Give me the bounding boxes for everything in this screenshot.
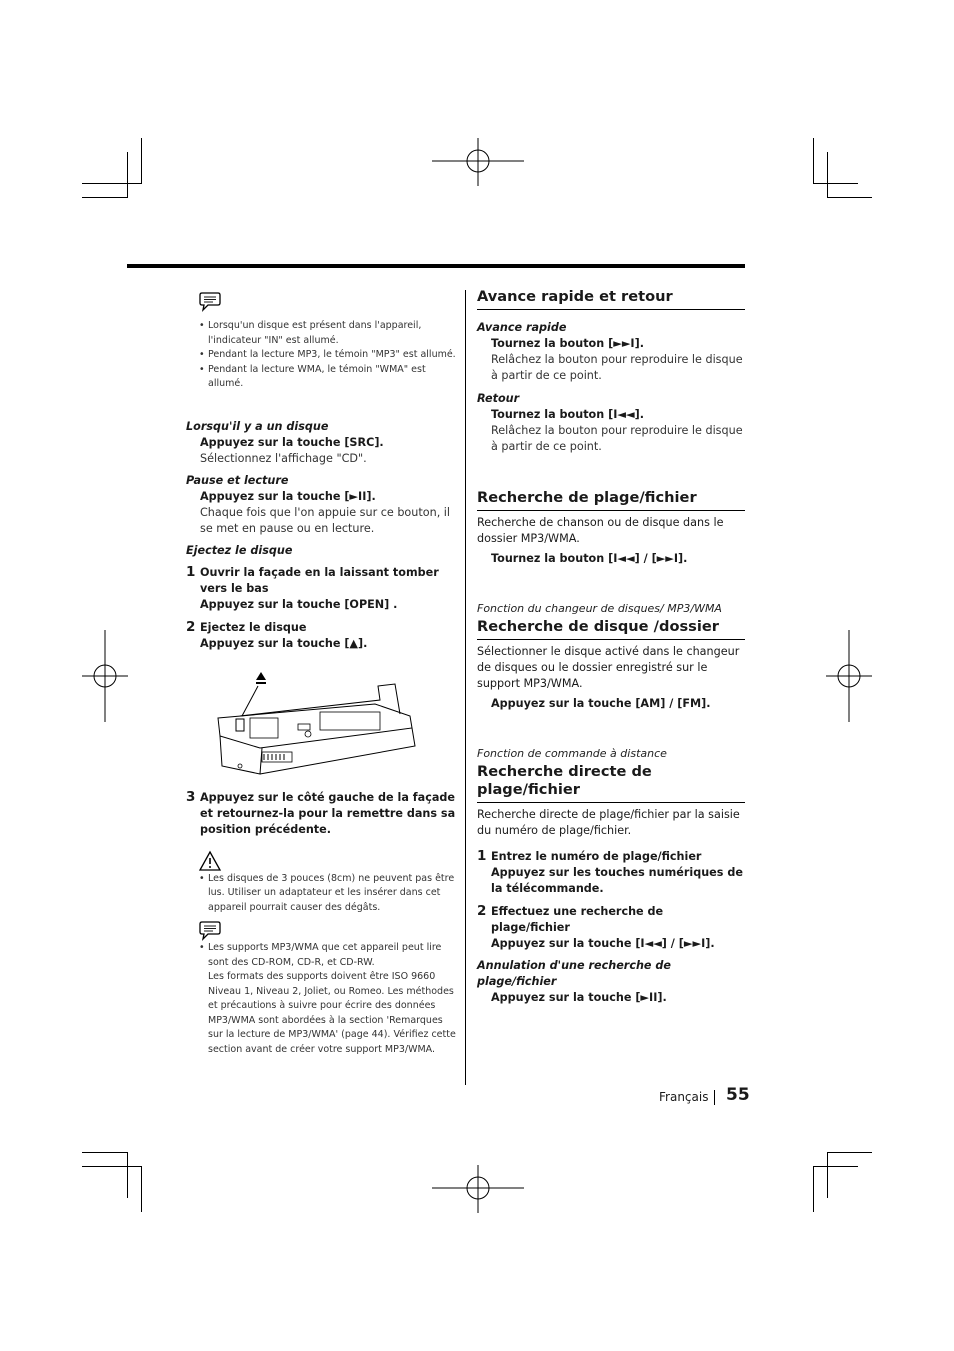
notes-list-2 (186, 941, 458, 1057)
step-1 (477, 849, 745, 897)
section-heading-track-search: Recherche de plage/fichier (477, 489, 745, 511)
step-2 (477, 904, 745, 952)
subheading-eject: Ejectez le disque (186, 543, 293, 557)
memo-speech-bubble-icon (198, 919, 222, 941)
column-divider (465, 290, 466, 1085)
instruction-note: Relâchez la bouton pour reproduire le disque à partir de ce point. (491, 424, 743, 453)
instruction: Tournez la bouton [►►I]. (491, 337, 644, 350)
left-column (186, 288, 458, 1057)
step-2 (186, 620, 458, 652)
instruction: Appuyez sur la touche [SRC]. (200, 435, 384, 449)
instruction: Appuyez sur la touche [►II]. (491, 991, 667, 1004)
instruction-note: Sélectionnez l'affichage "CD". (200, 451, 367, 465)
note-item: • Les supports MP3/WMA que cet appareil peut lire sont des CD-ROM, CD-R, et CD-RW. Les formats des supports doivent être ISO 9660 Niveau 1, Niveau 2, Joliet, ou Romeo. Les méthodes et précautions à suivre pour écrire des données MP3/WMA sont abordées à la section 'Remarques sur la lecture de MP3/WMA' (page 44). Vérifiez cette section avant de créer votre support MP3/WMA. (186, 941, 458, 1057)
step-number: 1 (186, 563, 196, 580)
section-label: Fonction de commande à distance (477, 747, 667, 760)
instruction: Tournez la bouton [I◄◄] / [►►I]. (491, 552, 688, 565)
caution-list (186, 872, 458, 916)
instruction: Appuyez sur la touche [AM] / [FM]. (491, 697, 711, 710)
faceplate-eject-illustration (200, 656, 420, 776)
memo-speech-bubble-icon (198, 290, 222, 312)
step-title: Ejectez le disque (200, 620, 307, 634)
step-number: 2 (477, 903, 487, 919)
step-instruction: Appuyez sur la touche [I◄◄] / [►►I]. (491, 937, 715, 950)
step-number: 3 (186, 788, 196, 805)
section-description: Sélectionner le disque activé dans le changeur de disques ou le dossier enregistré sur le support MP3/WMA. (477, 645, 740, 690)
footer-language: Français (659, 1090, 709, 1104)
step-instruction: Appuyez sur la touche [OPEN] . (200, 597, 398, 611)
notes-list (186, 319, 458, 392)
step-instruction: Appuyez sur les touches numériques de la télécommande. (491, 866, 743, 895)
step-3 (186, 790, 458, 838)
caution-item: • Les disques de 3 pouces (8cm) ne peuvent pas être lus. Utiliser un adaptateur et les insérer dans cet appareil pourrait causer des dégâts. (186, 872, 458, 916)
registration-mark-top (432, 138, 524, 186)
subheading-cancel-search: Annulation d'une recherche de plage/fichier (477, 959, 671, 988)
section-description: Recherche directe de plage/fichier par la saisie du numéro de plage/fichier. (477, 808, 740, 837)
section-heading-direct-search: Recherche directe de plage/fichier (477, 763, 745, 803)
subheading-rewind: Retour (477, 392, 520, 405)
right-column (477, 288, 745, 1006)
step-number: 1 (477, 848, 487, 864)
subheading-fast-forward: Avance rapide (477, 321, 567, 334)
section-label: Fonction du changeur de disques/ MP3/WMA (477, 602, 722, 615)
note-item: • Pendant la lecture MP3, le témoin "MP3" est allumé. (186, 348, 458, 363)
header-rule (127, 264, 745, 268)
instruction: Tournez la bouton [I◄◄]. (491, 408, 644, 421)
registration-mark-right (826, 630, 872, 722)
registration-mark-left (82, 630, 128, 722)
subheading-pause-play: Pause et lecture (186, 473, 289, 487)
step-instruction: Appuyez sur la touche [▲]. (200, 636, 368, 650)
instruction: Appuyez sur la touche [►II]. (200, 489, 376, 503)
note-item: • Lorsqu'un disque est présent dans l'appareil, l'indicateur "IN" est allumé. (186, 319, 458, 348)
section-heading-disc-search: Recherche de disque /dossier (477, 618, 745, 640)
step-title: Ouvrir la façade en la laissant tomber vers le bas (200, 565, 439, 595)
subheading-disc-present: Lorsqu'il y a un disque (186, 419, 329, 433)
step-number: 2 (186, 618, 196, 635)
step-title: Appuyez sur le côté gauche de la façade et retournez-la pour la remettre dans sa position précédente. (200, 790, 456, 836)
instruction-note: Chaque fois que l'on appuie sur ce bouton, il se met en pause ou en lecture. (200, 505, 451, 535)
step-1 (186, 565, 458, 613)
step-title: Entrez le numéro de plage/fichier (491, 850, 702, 863)
section-description: Recherche de chanson ou de disque dans le dossier MP3/WMA. (477, 516, 724, 545)
section-heading-fast-forward: Avance rapide et retour (477, 288, 745, 310)
footer-separator (714, 1090, 715, 1105)
step-title: Effectuez une recherche de plage/fichier (491, 905, 664, 934)
page-number: 55 (726, 1085, 750, 1105)
registration-mark-bottom (432, 1165, 524, 1213)
warning-triangle-icon (198, 850, 222, 872)
instruction-note: Relâchez la bouton pour reproduire le disque à partir de ce point. (491, 353, 743, 382)
note-item: • Pendant la lecture WMA, le témoin "WMA" est allumé. (186, 363, 458, 392)
